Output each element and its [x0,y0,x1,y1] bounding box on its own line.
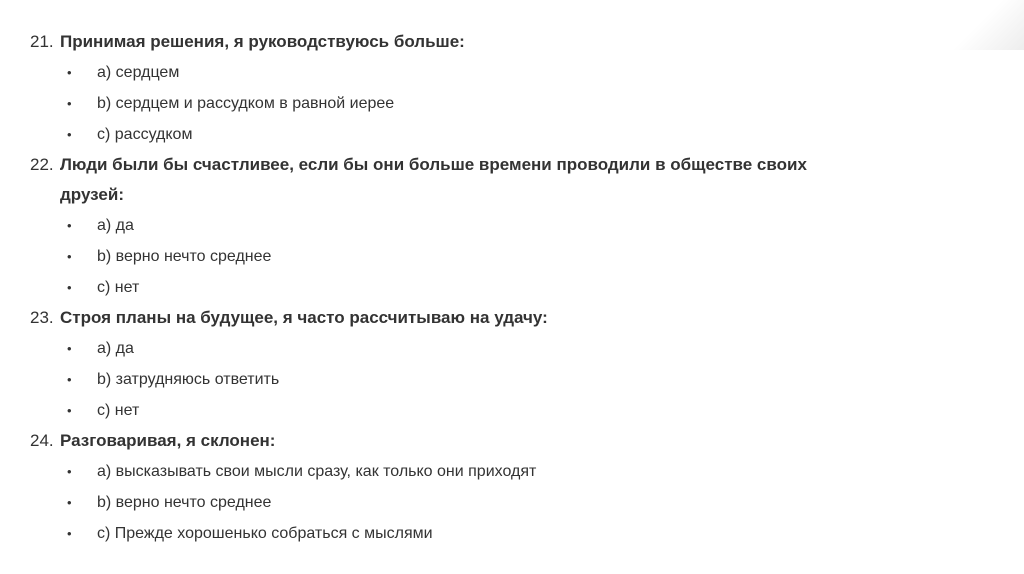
question-number: 21. [30,32,54,51]
question-heading [30,303,930,333]
question-22 [30,150,930,303]
bullet-icon: • [67,127,72,142]
option-text: c) рассудком [97,126,193,143]
question-text: Разговаривая, я склонен: [60,431,276,450]
option-text: a) сердцем [97,64,180,81]
option-item [67,518,930,549]
bullet-icon: • [67,372,72,387]
bullet-icon: • [67,526,72,541]
question-23 [30,303,930,426]
option-item [67,456,930,487]
option-text: a) да [97,340,134,357]
question-text: Люди были бы счастливее, если бы они больше времени проводили в обществе своих друзей: [60,155,807,204]
question-text: Строя планы на будущее, я часто рассчитываю на удачу: [60,308,548,327]
bullet-icon: • [67,65,72,80]
bullet-icon: • [67,96,72,111]
option-text: b) верно нечто среднее [97,248,272,265]
bullet-icon: • [67,464,72,479]
option-text: b) верно нечто среднее [97,494,272,511]
bullet-icon: • [67,495,72,510]
question-heading [30,27,930,57]
question-number: 23. [30,308,54,327]
option-item [67,210,930,241]
bullet-icon: • [67,403,72,418]
bullet-icon: • [67,341,72,356]
bullet-icon: • [67,280,72,295]
option-text: a) высказывать свои мысли сразу, как только они приходят [97,463,537,480]
bullet-icon: • [67,218,72,233]
option-list [30,456,930,549]
question-heading [30,150,930,210]
question-24 [30,426,930,549]
option-item [67,241,930,272]
option-list [30,333,930,426]
option-item [67,57,930,88]
option-text: b) затрудняюсь ответить [97,371,280,388]
option-item [67,364,930,395]
question-number: 22. [30,155,54,174]
option-item [67,395,930,426]
question-number: 24. [30,431,54,450]
option-text: c) нет [97,402,140,419]
option-text: c) Прежде хорошенько собраться с мыслями [97,525,433,542]
option-item [67,272,930,303]
option-item [67,487,930,518]
option-item [67,88,930,119]
option-text: b) сердцем и рассудком в равной иерее [97,95,395,112]
option-item [67,119,930,150]
option-item [67,333,930,364]
option-text: a) да [97,217,134,234]
question-heading [30,426,930,456]
corner-shade [954,0,1024,50]
option-list [30,57,930,150]
question-21 [30,27,930,150]
option-list [30,210,930,303]
bullet-icon: • [67,249,72,264]
option-text: c) нет [97,279,140,296]
question-list [30,27,930,549]
question-text: Принимая решения, я руководствуюсь больше: [60,32,465,51]
